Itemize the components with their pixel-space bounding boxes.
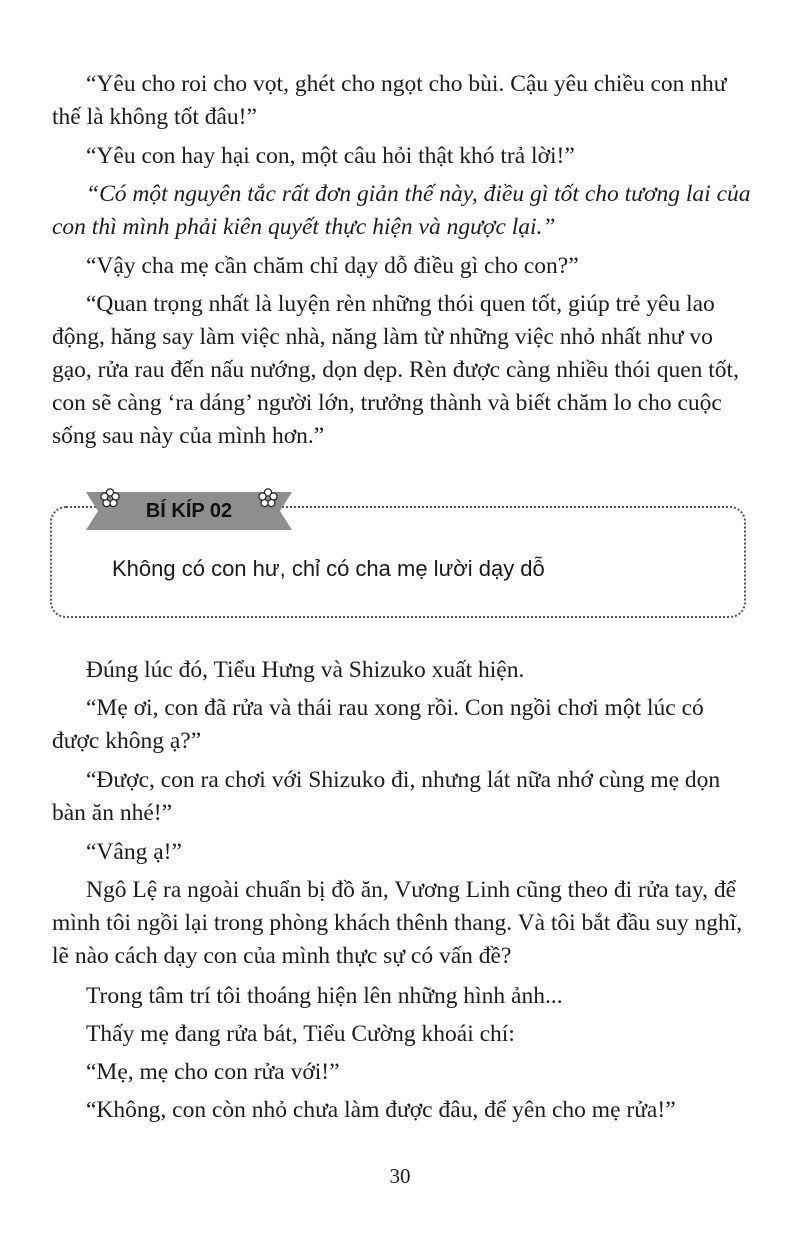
paragraph: “Được, con ra chơi với Shizuko đi, nhưng lát nữa nhớ cùng mẹ dọn bàn ăn nhé!” bbox=[52, 767, 721, 826]
paragraph: “Vậy cha mẹ cần chăm chỉ dạy dỗ điều gì cho con?” bbox=[86, 253, 579, 279]
tip-title: BÍ KÍP 02 bbox=[145, 500, 233, 522]
paragraph: “Quan trọng nhất là luyện rèn những thói quen tốt, giúp trẻ yêu lao động, hăng say làm việc nhà, năng làm từ những việc nhỏ nhất như vo gạo, rửa rau đến nấu nướng, dọn dẹp. Rèn được càng nhiều thói quen tốt, con sẽ càng ‘ra dáng’ người lớn, trưởng thành và biết chăm lo cho cuộc sống sau này của mình hơn.” bbox=[52, 291, 739, 449]
page-number: 30 bbox=[389, 1164, 411, 1188]
paragraph: Thấy mẹ đang rửa bát, Tiểu Cường khoái chí: bbox=[86, 1021, 515, 1047]
paragraph: “Yêu con hay hại con, một câu hỏi thật khó trả lời!” bbox=[86, 143, 575, 169]
paragraph: Trong tâm trí tôi thoáng hiện lên những hình ảnh... bbox=[86, 983, 563, 1009]
tip-text: Không có con hư, chỉ có cha mẹ lười dạy dỗ bbox=[112, 556, 545, 581]
paragraph: “Mẹ ơi, con đã rửa và thái rau xong rồi. Con ngồi chơi một lúc có được không ạ?” bbox=[52, 695, 704, 754]
paragraph-italic: “Có một nguyên tắc rất đơn giản thế này, điều gì tốt cho tương lai của con thì mình phải kiên quyết thực hiện và ngược lại.” bbox=[52, 181, 751, 240]
paragraph: “Không, con còn nhỏ chưa làm được đâu, để yên cho mẹ rửa!” bbox=[86, 1097, 676, 1123]
flower-icon bbox=[258, 488, 278, 508]
paragraph: “Yêu cho roi cho vọt, ghét cho ngọt cho bùi. Cậu yêu chiều con như thế là không tốt đâu!” bbox=[52, 71, 727, 130]
paragraph: “Vâng ạ!” bbox=[86, 839, 182, 865]
paragraph: “Mẹ, mẹ cho con rửa với!” bbox=[86, 1059, 340, 1085]
paragraph: Ngô Lệ ra ngoài chuẩn bị đồ ăn, Vương Linh cũng theo đi rửa tay, để mình tôi ngồi lại trong phòng khách thênh thang. Và tôi bắt đầu suy nghĩ, lẽ nào cách dạy con của mình thực sự có vấn đề? bbox=[52, 877, 743, 969]
paragraph: Đúng lúc đó, Tiểu Hưng và Shizuko xuất hiện. bbox=[86, 657, 525, 683]
tip-banner bbox=[82, 488, 296, 534]
